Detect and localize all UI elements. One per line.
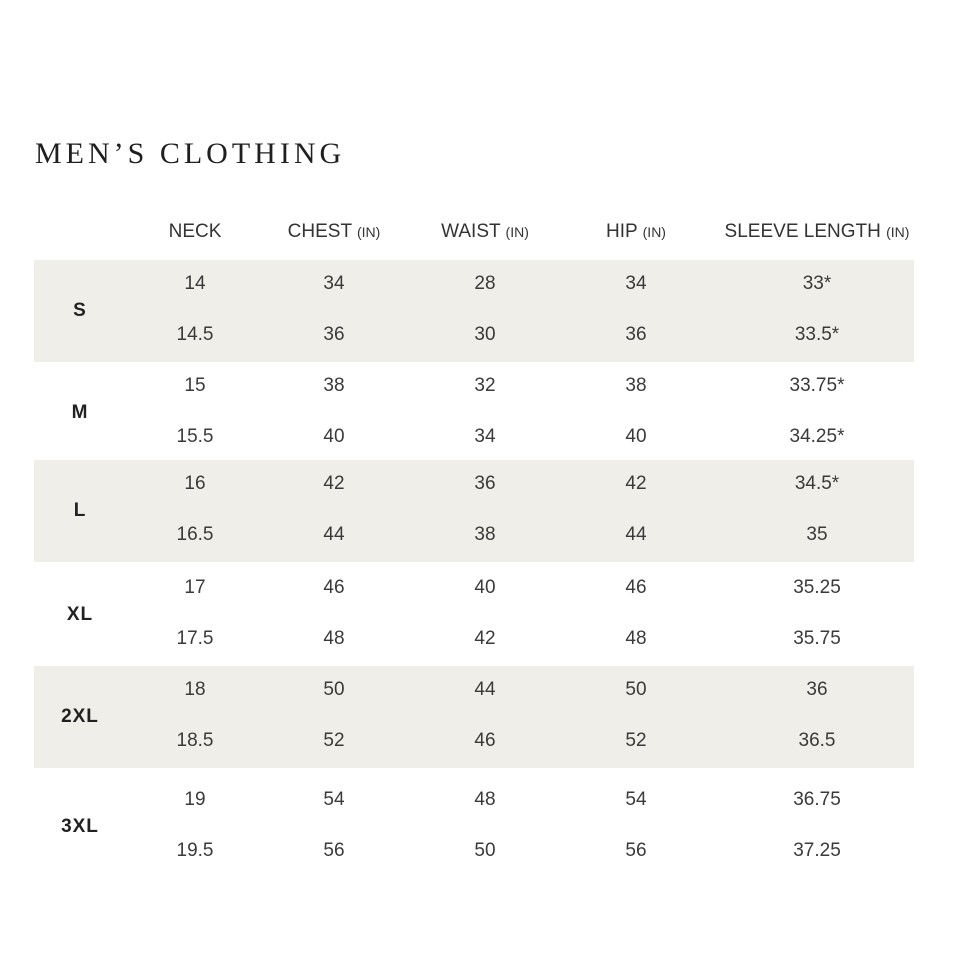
size-label: 3XL	[61, 816, 99, 837]
header-waist-unit: (IN)	[505, 224, 529, 240]
chest-value: 52	[323, 730, 345, 751]
size-group-2xl	[34, 666, 914, 768]
hip-value: 34	[625, 273, 647, 294]
neck-value: 16.5	[176, 524, 214, 545]
header-waist	[441, 218, 529, 246]
sleeve-value: 37.25	[793, 840, 841, 861]
size-group-xl	[34, 564, 914, 666]
size-group-s	[34, 260, 914, 362]
chest-value: 56	[323, 840, 345, 861]
sleeve-value: 33.5*	[794, 324, 840, 345]
waist-value: 48	[474, 789, 496, 810]
header-chest-label: CHEST	[287, 221, 352, 242]
size-group-m	[34, 362, 914, 464]
header-waist-label: WAIST	[441, 221, 501, 242]
neck-value: 19.5	[176, 840, 214, 861]
size-group-3xl	[34, 776, 914, 878]
neck-value: 19	[184, 789, 206, 810]
hip-value: 36	[625, 324, 647, 345]
size-label: S	[73, 300, 87, 321]
waist-value: 32	[474, 375, 496, 396]
sleeve-value: 36	[806, 679, 828, 700]
hip-value: 48	[625, 628, 647, 649]
waist-value: 42	[474, 628, 496, 649]
waist-value: 34	[474, 426, 496, 447]
neck-value: 18	[184, 679, 206, 700]
size-label: M	[71, 402, 89, 423]
waist-value: 50	[474, 840, 496, 861]
header-chest-unit: (IN)	[357, 224, 381, 240]
header-sleeve-label: SLEEVE LENGTH	[724, 221, 881, 242]
header-sleeve-length	[725, 218, 910, 246]
neck-value: 14	[184, 273, 206, 294]
header-sleeve-unit: (IN)	[886, 224, 910, 240]
sleeve-value: 34.5*	[794, 473, 840, 494]
neck-value: 18.5	[176, 730, 214, 751]
page-title: MEN’S CLOTHING	[35, 137, 346, 170]
header-hip-unit: (IN)	[642, 224, 666, 240]
hip-value: 54	[625, 789, 647, 810]
hip-value: 40	[625, 426, 647, 447]
sleeve-value: 36.75	[793, 789, 841, 810]
sleeve-value: 35.75	[793, 628, 841, 649]
waist-value: 40	[474, 577, 496, 598]
hip-value: 42	[625, 473, 647, 494]
waist-value: 36	[474, 473, 496, 494]
waist-value: 30	[474, 324, 496, 345]
neck-value: 14.5	[176, 324, 214, 345]
chest-value: 50	[323, 679, 345, 700]
size-label: 2XL	[61, 706, 99, 727]
chest-value: 38	[323, 375, 345, 396]
hip-value: 56	[625, 840, 647, 861]
sleeve-value: 36.5	[798, 730, 836, 751]
neck-value: 17.5	[176, 628, 214, 649]
header-chest	[288, 218, 381, 246]
neck-value: 15.5	[176, 426, 214, 447]
hip-value: 46	[625, 577, 647, 598]
header-neck-label: NECK	[168, 221, 222, 242]
chest-value: 48	[323, 628, 345, 649]
waist-value: 46	[474, 730, 496, 751]
waist-value: 44	[474, 679, 496, 700]
neck-value: 15	[184, 375, 206, 396]
sleeve-value: 35	[806, 524, 828, 545]
header-hip-label: HIP	[606, 221, 638, 242]
neck-value: 16	[184, 473, 206, 494]
hip-value: 38	[625, 375, 647, 396]
hip-value: 52	[625, 730, 647, 751]
chest-value: 44	[323, 524, 345, 545]
sleeve-value: 34.25*	[789, 426, 845, 447]
chest-value: 54	[323, 789, 345, 810]
sleeve-value: 35.25	[793, 577, 841, 598]
sleeve-value: 33.75*	[789, 375, 845, 396]
size-label: L	[73, 500, 87, 521]
size-label: XL	[66, 604, 94, 625]
size-group-l	[34, 460, 914, 562]
chest-value: 34	[323, 273, 345, 294]
chest-value: 40	[323, 426, 345, 447]
hip-value: 44	[625, 524, 647, 545]
header-hip	[606, 218, 666, 246]
chest-value: 36	[323, 324, 345, 345]
chest-value: 42	[323, 473, 345, 494]
waist-value: 38	[474, 524, 496, 545]
neck-value: 17	[184, 577, 206, 598]
hip-value: 50	[625, 679, 647, 700]
chest-value: 46	[323, 577, 345, 598]
header-neck	[169, 218, 222, 246]
sleeve-value: 33*	[802, 273, 832, 294]
waist-value: 28	[474, 273, 496, 294]
